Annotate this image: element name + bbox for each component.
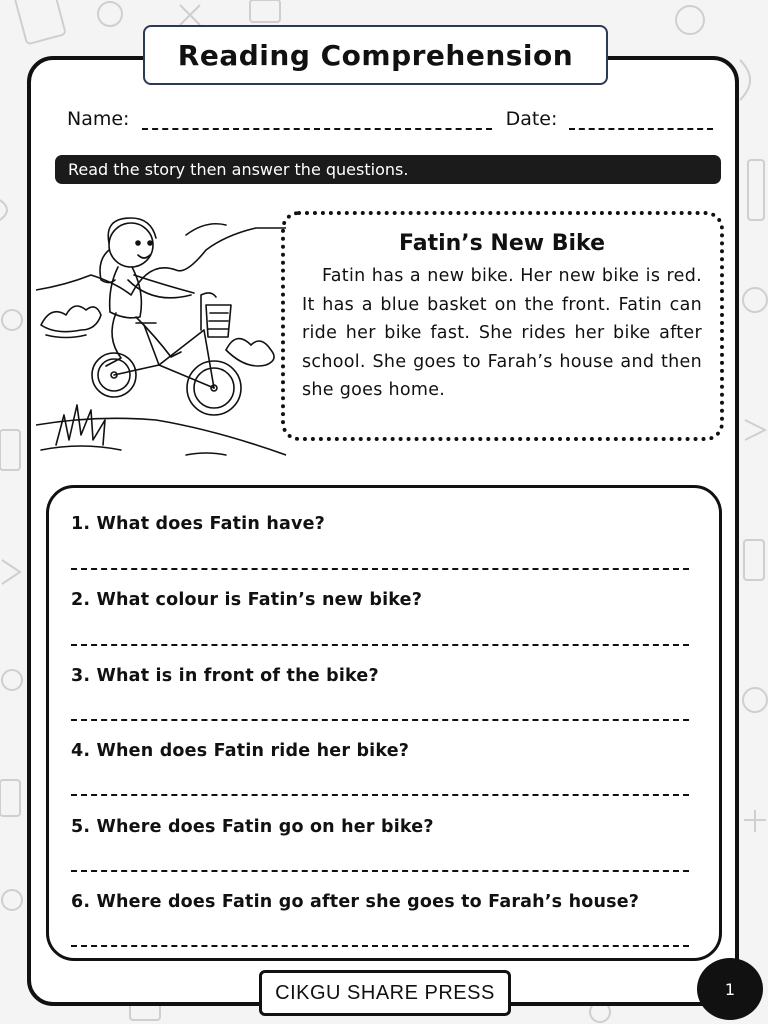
date-field[interactable] bbox=[569, 114, 713, 130]
answer-line-5[interactable] bbox=[71, 870, 689, 872]
name-field[interactable] bbox=[142, 114, 492, 130]
name-date-row bbox=[67, 108, 707, 130]
page-title-text: Reading Comprehension bbox=[177, 38, 574, 72]
answer-line-3[interactable] bbox=[71, 719, 689, 721]
page-number-badge bbox=[697, 958, 763, 1020]
page-title bbox=[143, 25, 608, 85]
story-box bbox=[281, 211, 724, 441]
question-4: 4. When does Fatin ride her bike? bbox=[71, 741, 410, 761]
question-5: 5. Where does Fatin go on her bike? bbox=[71, 817, 434, 837]
girl-riding-bike-icon bbox=[36, 205, 286, 463]
instruction-text: Read the story then answer the questions. bbox=[68, 160, 409, 179]
instruction-bar bbox=[55, 155, 721, 184]
question-6: 6. Where does Fatin go after she goes to Farah’s house? bbox=[71, 892, 640, 912]
questions-box bbox=[46, 485, 722, 961]
answer-line-1[interactable] bbox=[71, 568, 689, 570]
answer-line-4[interactable] bbox=[71, 794, 689, 796]
question-3: 3. What is in front of the bike? bbox=[71, 666, 379, 686]
publisher-badge bbox=[259, 970, 511, 1016]
name-label: Name: bbox=[67, 108, 130, 130]
date-label: Date: bbox=[505, 108, 558, 130]
story-text: Fatin has a new bike. Her new bike is red. It has a blue basket on the front. Fatin can ride her bike fast. She rides her bike after school. She goes to Farah’s house and then she goes home. bbox=[302, 266, 702, 400]
question-1: 1. What does Fatin have? bbox=[71, 514, 326, 534]
publisher-text: CIKGU SHARE PRESS bbox=[275, 981, 495, 1004]
answer-line-2[interactable] bbox=[71, 644, 689, 646]
answer-line-6[interactable] bbox=[71, 945, 689, 947]
page-number: 1 bbox=[724, 979, 736, 999]
question-2: 2. What colour is Fatin’s new bike? bbox=[71, 590, 423, 610]
story-title: Fatin’s New Bike bbox=[398, 231, 605, 256]
